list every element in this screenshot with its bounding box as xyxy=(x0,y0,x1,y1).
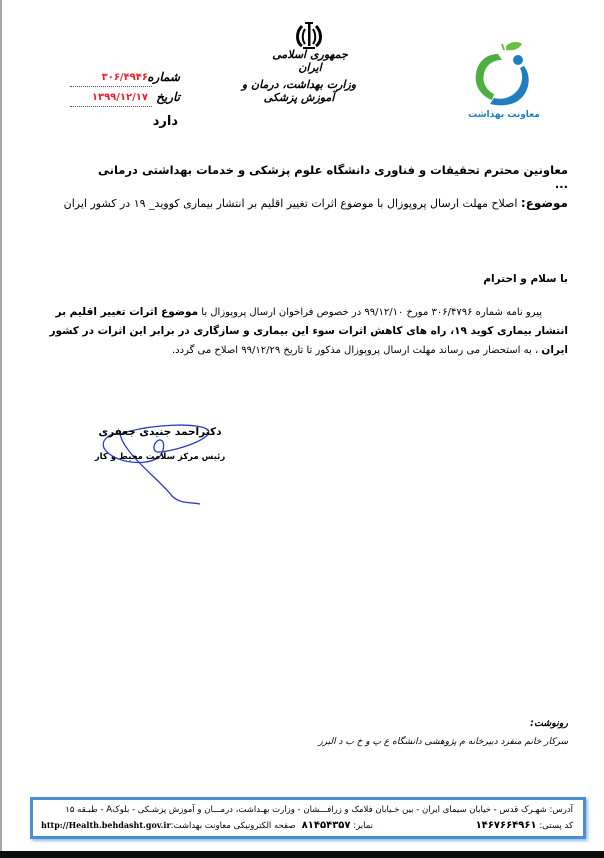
signatory-title: رئیس مرکز سلامت محیط و کار xyxy=(94,452,226,462)
paragraph-part3: ، به استحضار می رساند مهلت ارسال پروپوزال مذکور تا تاریخ ۹۹/۱۲/۲۹ اصلاح می گردد. xyxy=(171,345,542,356)
postal-code xyxy=(476,820,573,831)
website-label: صفحه الکترونیکی معاونت بهداشت: xyxy=(170,821,296,831)
date-value: ۱۳۹۹/۱۲/۱۷ xyxy=(91,92,148,103)
cc-label: رونوشت: xyxy=(530,718,568,729)
cc-recipient: سرکار خانم منفرد دبیرخانه م پژوهشی دانشگاه ع پ و خ ب د البرز xyxy=(318,737,568,747)
website-link[interactable]: http://Health.behdasht.gov.ir xyxy=(41,820,171,830)
number-label: شماره xyxy=(147,70,180,84)
dotted-line xyxy=(70,106,152,107)
fax xyxy=(302,820,373,831)
fax-value: ۸۱۴۵۴۳۵۷ xyxy=(301,820,351,831)
ministry-title-line1: جمهوری اسلامی ایران xyxy=(272,48,348,74)
date-row xyxy=(70,90,180,110)
footer-address: آدرس: شهـرک قدس - خیابان سیمای ایران - بین خـیابان فلامک و زرافـــشان - وزارت بهـداشت، درمـــان و آموزش پزشـکی - بلوکA - طبـقه ۱۵ xyxy=(65,805,573,815)
dotted-line xyxy=(70,86,152,87)
ministry-title-line2: وزارت بهداشت، درمان و آموزش پزشکی xyxy=(241,78,357,104)
logo-caption: معاونت بهداشت xyxy=(468,110,540,120)
postal-label: کد پستی: xyxy=(539,821,573,831)
apple-logo-icon xyxy=(468,40,540,110)
iran-emblem-icon xyxy=(292,18,326,52)
signatory-name: دکتراحمد جنیدی جعفری xyxy=(98,426,222,438)
subject-label: موضوع: xyxy=(520,196,568,210)
bottom-bar xyxy=(0,851,604,858)
paragraph-part1: پیرو نامه شماره ۳۰۶/۴۷۹۶ مورخ ۹۹/۱۲/۱۰ در خصوص فراخوان ارسال پروپوزال با xyxy=(198,307,542,318)
addressee: معاونین محترم تحقیقات و فناوری دانشگاه علوم پزشکی و خدمات بهداشتی درمانی ... xyxy=(98,163,568,191)
letter-meta xyxy=(70,70,180,140)
paragraph-bold: موضوع اثرات تغییر اقلیم بر انتشار بیماری کوید ۱۹، راه های کاهش اثرات سوء این بیماری و سازگاری در برابر این اثرات در کشور ایران xyxy=(49,306,568,356)
date-label: تاریخ xyxy=(156,90,180,104)
fax-label: نمابر: xyxy=(353,821,373,831)
signature-block xyxy=(80,420,240,520)
subject-text: اصلاح مهلت ارسال پروپوزال با موضوع اثرات تغییر اقلیم بر انتشار بیماری کووید_ ۱۹ در کشور ایران xyxy=(63,197,521,210)
body-paragraph xyxy=(38,303,568,360)
number-row xyxy=(70,70,180,90)
footer-box xyxy=(30,797,586,839)
website xyxy=(41,820,296,831)
number-value: ۳۰۶/۴۹۴۶ xyxy=(101,72,148,83)
attachment-status: دارد xyxy=(152,114,178,129)
greeting: با سلام و احترام xyxy=(483,273,568,285)
subject xyxy=(48,190,568,217)
health-deputy-logo xyxy=(468,40,540,126)
postal-value: ۱۴۶۷۶۶۴۹۶۱ xyxy=(475,820,537,831)
